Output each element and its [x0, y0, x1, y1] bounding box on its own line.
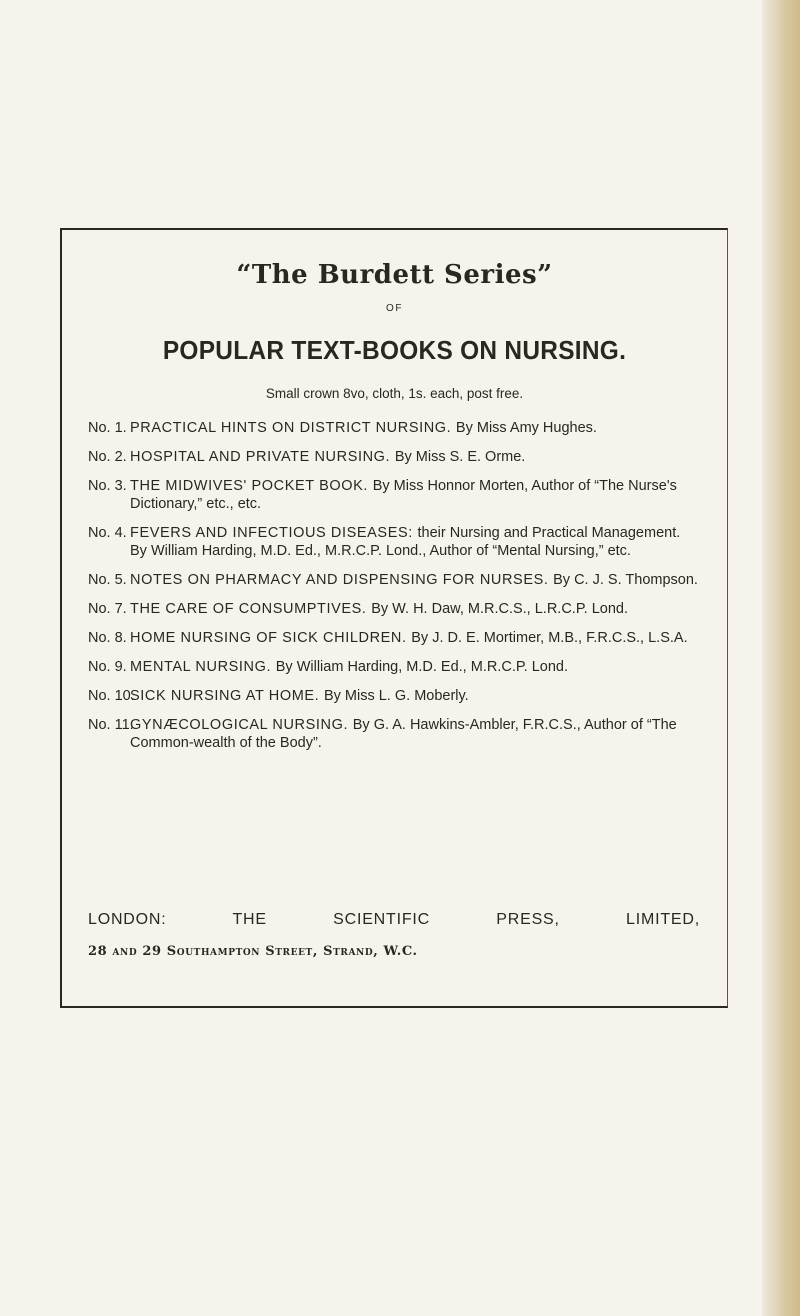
page-edge — [762, 0, 800, 1316]
entry-title: PRACTICAL HINTS ON DISTRICT NURSING. — [130, 420, 456, 436]
list-item — [88, 716, 700, 752]
main-title: POPULAR TEXT-BOOKS ON NURSING. — [162, 335, 627, 365]
list-item — [88, 629, 700, 647]
series-title: “The Burdett Series” — [236, 260, 553, 290]
entry-title: SICK NURSING AT HOME. — [130, 688, 324, 704]
entry-number: No. 7. — [88, 601, 127, 617]
entry-number: No. 11. — [88, 717, 134, 733]
entry-number: No. 4. — [88, 525, 127, 541]
of-label: OF — [386, 303, 403, 314]
entry-number: No. 3. — [88, 478, 127, 494]
list-item — [88, 477, 700, 513]
list-item — [88, 419, 700, 437]
entry-title: FEVERS AND INFECTIOUS DISEASES: — [130, 525, 418, 541]
publisher-address: 28 and 29 Southampton Street, Strand, W.C. — [88, 944, 418, 959]
entry-author: By Miss Honnor Morten, Author of “The Nurse's Dictionary,” etc., etc. — [130, 478, 677, 512]
publisher-imprint: LONDON: THE SCIENTIFIC PRESS, LIMITED, — [88, 911, 700, 928]
entry-title: MENTAL NURSING. — [130, 659, 276, 675]
entry-number: No. 5. — [88, 572, 127, 588]
advertisement-frame — [60, 228, 728, 1008]
entry-title: NOTES ON PHARMACY AND DISPENSING FOR NURSES. — [130, 572, 554, 588]
entry-author: By Miss S. E. Orme. — [394, 449, 526, 465]
entry-author: By C. J. S. Thompson. — [553, 572, 698, 588]
entry-title: THE CARE OF CONSUMPTIVES. — [130, 601, 372, 617]
entry-title: HOSPITAL AND PRIVATE NURSING. — [130, 449, 395, 465]
book-list — [88, 419, 700, 763]
entry-number: No. 8. — [88, 630, 127, 646]
entry-author: By G. A. Hawkins-Ambler, F.R.C.S., Author of “The Common-wealth of the Body”. — [130, 717, 677, 751]
entry-title: HOME NURSING OF SICK CHILDREN. — [130, 630, 412, 646]
entry-author: By Miss Amy Hughes. — [455, 420, 597, 436]
entry-author: By Miss L. G. Moberly. — [323, 688, 469, 704]
list-item — [88, 448, 700, 466]
list-item — [88, 687, 700, 705]
list-item — [88, 524, 700, 560]
list-item — [88, 600, 700, 618]
entry-author: By William Harding, M.D. Ed., M.R.C.P. Lond. — [275, 659, 568, 675]
list-item — [88, 658, 700, 676]
entry-number: No. 2. — [88, 449, 127, 465]
list-item — [88, 571, 700, 589]
price-subtitle: Small crown 8vo, cloth, 1s. each, post free. — [265, 386, 524, 401]
entry-title: THE MIDWIVES' POCKET BOOK. — [130, 478, 373, 494]
entry-title: GYNÆCOLOGICAL NURSING. — [130, 717, 353, 733]
entry-author: By W. H. Daw, M.R.C.S., L.R.C.P. Lond. — [371, 601, 628, 617]
entry-author: their Nursing and Practical Management. By William Harding, M.D. Ed., M.R.C.P. Lond., Author of “Mental Nursing,” etc. — [130, 525, 681, 559]
entry-number: No. 9. — [88, 659, 127, 675]
entry-number: No. 10. — [88, 688, 135, 704]
entry-author: By J. D. E. Mortimer, M.B., F.R.C.S., L.S.A. — [411, 630, 688, 646]
entry-number: No. 1. — [88, 420, 127, 436]
